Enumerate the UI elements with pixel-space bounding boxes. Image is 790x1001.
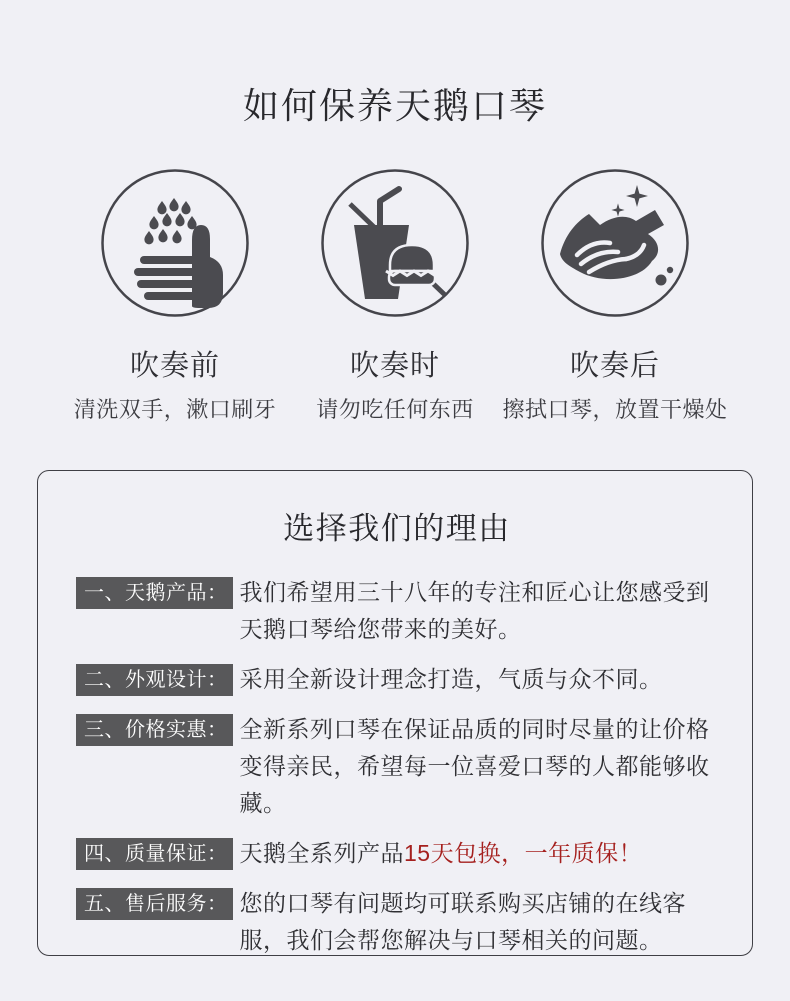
reason-badge: 一、天鹅产品： (76, 577, 233, 609)
care-step-label: 吹奏前 (129, 350, 220, 382)
care-step-desc: 请勿吃任何东西 (316, 397, 474, 422)
reason-item-design (76, 661, 718, 698)
care-step-before-playing (65, 168, 285, 424)
no-eating-icon (320, 168, 470, 318)
care-step-while-playing (285, 168, 505, 424)
care-step-desc: 擦拭口琴，放置干燥处 (502, 397, 728, 422)
reason-item-price (76, 711, 718, 822)
reasons-box (37, 470, 753, 956)
reason-item-quality (76, 835, 718, 872)
reasons-list (76, 574, 718, 959)
reason-item-product (76, 574, 718, 648)
care-section-title: 如何保养天鹅口琴 (242, 85, 547, 126)
reason-badge: 二、外观设计： (76, 664, 233, 696)
reason-text: 您的口琴有问题均可联系购买店铺的在线客服，我们会帮您解决与口琴相关的问题。 (239, 890, 686, 953)
reason-item-service (76, 885, 718, 959)
reasons-title: 选择我们的理由 (283, 511, 511, 546)
care-step-label: 吹奏时 (349, 350, 440, 382)
reason-text: 我们希望用三十八年的专注和匠心让您感受到天鹅口琴给您带来的美好。 (239, 579, 710, 642)
reason-badge: 四、质量保证： (76, 838, 233, 870)
reason-text: 天鹅全系列产品15天包换，一年质保！ (239, 840, 643, 866)
care-step-label: 吹奏后 (569, 350, 660, 382)
hand-washing-icon (100, 168, 250, 318)
highlight-text: 15天包换，一年质保！ (404, 840, 643, 866)
reason-text: 采用全新设计理念打造，气质与众不同。 (239, 666, 663, 692)
care-step-after-playing (502, 168, 728, 424)
reason-badge: 三、价格实惠： (76, 714, 233, 746)
wipe-dry-icon (540, 168, 690, 318)
care-step-desc: 清洗双手，漱口刷牙 (73, 397, 277, 422)
care-steps-row (0, 168, 790, 424)
reason-text: 全新系列口琴在保证品质的同时尽量的让价格变得亲民，希望每一位喜爱口琴的人都能够收藏。 (239, 716, 710, 816)
reason-badge: 五、售后服务： (76, 888, 233, 920)
